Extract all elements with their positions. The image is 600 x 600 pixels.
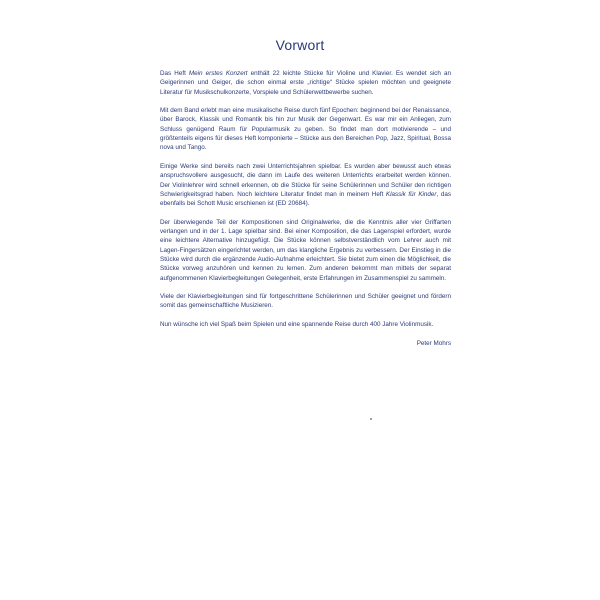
- book-title-klassik-fuer-kinder: Klassik für Kinder: [385, 190, 437, 198]
- book-title-mein-erstes-konzert: Mein erstes Konzert: [188, 70, 248, 77]
- paragraph-difficulty-rest: , das ebenfalls bei Schott Music erschienen ist (ED 20684).: [160, 190, 452, 208]
- page-title: Vorwort: [275, 37, 325, 53]
- paragraph-intro-lead: Das Heft: [160, 70, 189, 77]
- paragraph-accompaniment: Viele der Klavierbegleitungen sind für fortgeschrittene Schülerinnen und Schüler geeignet und fördern somit das gemeinschaftliche Musizieren.: [160, 293, 451, 310]
- paragraph-closing: Nun wünsche ich viel Spaß beim Spielen und eine spannende Reise durch 400 Jahre Violinmusik.: [160, 321, 434, 329]
- paragraph-intro: [160, 69, 451, 97]
- paragraph-difficulty: [160, 162, 451, 208]
- paragraph-intro-rest: enthält 22 leichte Stücke für Violine und Klavier. Es wendet sich an Geigerinnen und Geiger, die schon einmal erste „richtige“ Stücke spielen möchten und geeignete Literatur für Musikschulkonzerte, Vorspiele und Schülerwettbewerbe suchen.: [160, 70, 451, 96]
- foreword-body: [160, 69, 451, 349]
- paragraph-epochs: Mit dem Band erlebt man eine musikalische Reise durch fünf Epochen: beginnend bei der Renaissance, über Barock, Klassik und Romantik bis hin zur Musik der Gegenwart. Es war mir ein Anliegen, zum Schluss genügend Raum für Popularmusik zu geben. So findet man dort motivierende – und größtenteils eigens für dieses Heft komponierte – Stücke aus den Bereichen Pop, Jazz, Spiritual, Bossa nova und Tango.: [160, 107, 451, 152]
- author-signature: Peter Mohrs: [416, 340, 451, 348]
- paragraph-compositions: Der überwiegende Teil der Kompositionen sind Originalwerke, die die Kenntnis aller vier Griffarten verlangen und in der 1. Lage spielbar sind. Bei einer Komposition, die das Lagenspiel erfordert, wurde eine leichtere Alternative hinzugefügt. Die Stücke können selbstverständlich vom Lehrer auch mit Lagen-Fingersätzen eingerichtet werden, um das klangliche Ergebnis zu verbessern. Der Einstieg in die Stücke wird durch die ergänzende Audio-Aufnahme erleichtert. Sie bietet zum einen die Möglichkeit, die Stücke vorweg anzuhören und kennen zu lernen. Zum anderen bekommt man mittels der separat aufgenommenen Klavierbegleitungen Gelegenheit, erste Erfahrungen im Zusammenspiel zu sammeln.: [160, 218, 451, 282]
- page-mark-dot: [370, 418, 372, 420]
- paragraph-difficulty-lead: Einige Werke sind bereits nach zwei Unterrichtsjahren spielbar. Es wurden aber bewusst auch etwas anspruchsvollere ausgesucht, die dann im Laufe des weiteren Unterrichts erarbeitet werden können. Der Violinlehrer wird schnell erkennen, ob die Stücke für seine Schülerinnen und Schüler den richtigen Schwierigkeitsgrad haben. Noch leichtere Literatur findet man in meinem Heft: [160, 162, 451, 198]
